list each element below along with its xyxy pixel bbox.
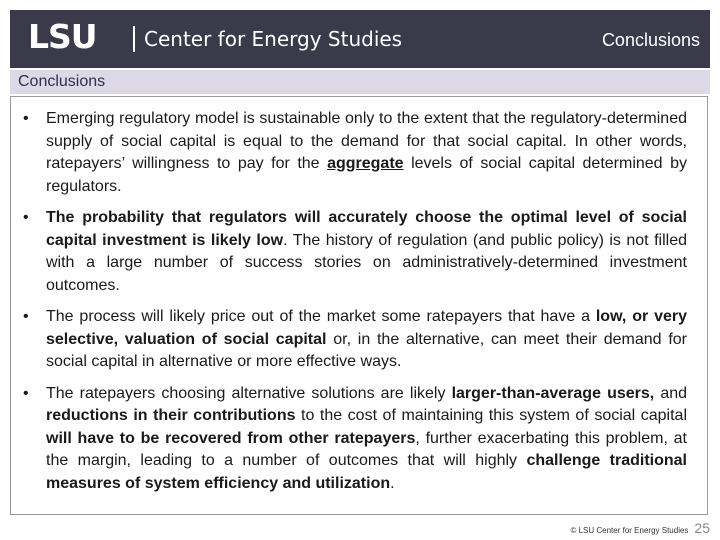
page-number: 25 (694, 520, 710, 536)
bullet-text: Emerging regulatory model is sustainable only to the extent that the regulatory-determined supply of social capital is equal to the demand for that social capital. In other words, ratepayers’ willingness to pay for the (46, 110, 687, 172)
bullet-list (23, 108, 687, 504)
bullet-text-emphasis: challenge traditional measures of system efficiency and utilization (46, 452, 687, 492)
bullet-text-emphasis: will have to be recovered from other ratepayers (46, 429, 416, 447)
header-title: Conclusions (601, 30, 700, 50)
bullet-text: . (390, 474, 395, 492)
lsu-logo: LSU (28, 17, 97, 56)
bullet-text-emphasis: The probability that regulators will accurately choose the optimal level of social capital investment is likely low (46, 209, 687, 249)
bullet-text-emphasis: aggregate (327, 155, 404, 172)
bullet-marker: • (23, 209, 29, 226)
logo-divider (133, 26, 135, 52)
section-title: Conclusions (18, 73, 106, 90)
bullet-text-emphasis: reductions in their contributions (46, 407, 296, 424)
bullet-text: levels of social capital determined by regulators. (46, 155, 687, 195)
bullet-text-emphasis: low, or very selective, valuation of social capital (46, 308, 688, 348)
footer (570, 520, 710, 536)
content-box (10, 96, 708, 515)
header-bar (10, 10, 710, 68)
copyright-text: © LSU Center for Energy Studies (570, 526, 689, 535)
bullet-text: or, in the alternative, can meet their demand for social capital in alternative or more effective ways. (46, 330, 688, 370)
bullet-item (23, 207, 687, 297)
bullet-text: . The history of regulation (and public policy) is not filled with a large number of success stories on administratively-determined investment outcomes. (46, 231, 687, 294)
bullet-marker: • (23, 110, 29, 127)
bullet-text-emphasis: larger-than-average users, (451, 384, 655, 402)
bullet-text: , further exacerbating this problem, at the margin, leading to a number of outcomes that will highly (46, 429, 687, 469)
bullet-marker: • (23, 384, 29, 402)
org-name: Center for Energy Studies (144, 27, 403, 51)
bullet-marker: • (23, 308, 29, 325)
bullet-text: and (654, 384, 688, 402)
bullet-item (23, 383, 687, 496)
bullet-text: to the cost of maintaining this system of social capital (295, 407, 688, 424)
bullet-text: The process will likely price out of the market some ratepayers that have a (46, 308, 596, 325)
bullet-item (23, 108, 687, 198)
bullet-text: The ratepayers choosing alternative solutions are likely (46, 384, 452, 402)
bullet-item (23, 306, 687, 374)
section-bar (10, 70, 710, 94)
